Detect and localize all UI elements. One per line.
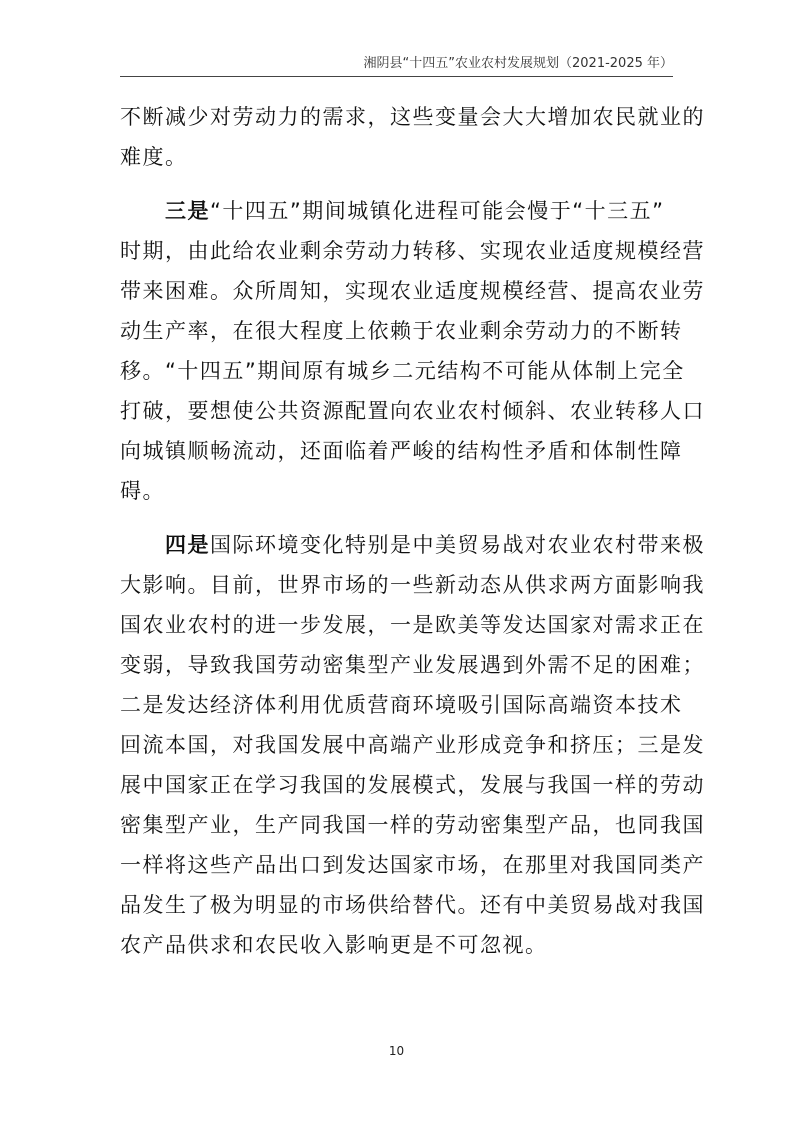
body-text <box>120 97 705 965</box>
text-line: 打破，要想使公共资源配置向农业农村倾斜、农业转移人口 <box>120 399 705 423</box>
text-line: 二是发达经济体利用优质营商环境吸引国际高端资本技术 <box>120 693 683 717</box>
text-line: 时期，由此给农业剩余劳动力转移、实现农业适度规模经营 <box>120 239 705 263</box>
text-run: 国际环境变化特别是中美贸易战对农业农村带来极 <box>210 533 705 557</box>
text-line: 一样将这些产品出口到发达国家市场，在那里对我国同类产 <box>120 853 705 877</box>
text-line: 农产品供求和农民收入影响更是不可忽视。 <box>120 933 548 957</box>
text-line: 动生产率，在很大程度上依赖于农业剩余劳动力的不断转 <box>120 319 683 343</box>
text-line: 大影响。目前，世界市场的一些新动态从供求两方面影响我 <box>120 573 705 597</box>
text-line: 不断减少对劳动力的需求，这些变量会大大增加农民就业的 <box>120 105 705 129</box>
page-number: 10 <box>388 1044 405 1058</box>
text-line: 回流本国，对我国发展中高端产业形成竞争和挤压；三是发 <box>120 733 705 757</box>
text-line: 向城镇顺畅流动，还面临着严峻的结构性矛盾和体制性障 <box>120 439 683 463</box>
text-line: 国农业农村的进一步发展，一是欧美等发达国家对需求正在 <box>120 613 705 637</box>
text-run: “十四五”期间城镇化进程可能会慢于“十三五” <box>210 199 665 223</box>
paragraph-first-line <box>120 191 675 231</box>
paragraph-first-line <box>120 525 705 565</box>
text-line: 变弱，导致我国劳动密集型产业发展遇到外需不足的困难； <box>120 653 705 677</box>
text-line: 带来困难。众所周知，实现农业适度规模经营、提高农业劳 <box>120 279 705 303</box>
text-line: 密集型产业，生产同我国一样的劳动密集型产品，也同我国 <box>120 813 705 837</box>
paragraph-lead: 四是 <box>165 533 210 557</box>
text-line: 展中国家正在学习我国的发展模式，发展与我国一样的劳动 <box>120 773 705 797</box>
running-header: 湘阴县“十四五”农业农村发展规划（2021-2025 年） <box>120 52 673 77</box>
paragraph-lead: 三是 <box>165 199 210 223</box>
text-line: 碍。 <box>120 479 165 503</box>
text-line: 移。“十四五”期间原有城乡二元结构不可能从体制上完全 <box>120 359 685 383</box>
text-line: 品发生了极为明显的市场供给替代。还有中美贸易战对我国 <box>120 893 705 917</box>
text-line: 难度。 <box>120 145 188 169</box>
